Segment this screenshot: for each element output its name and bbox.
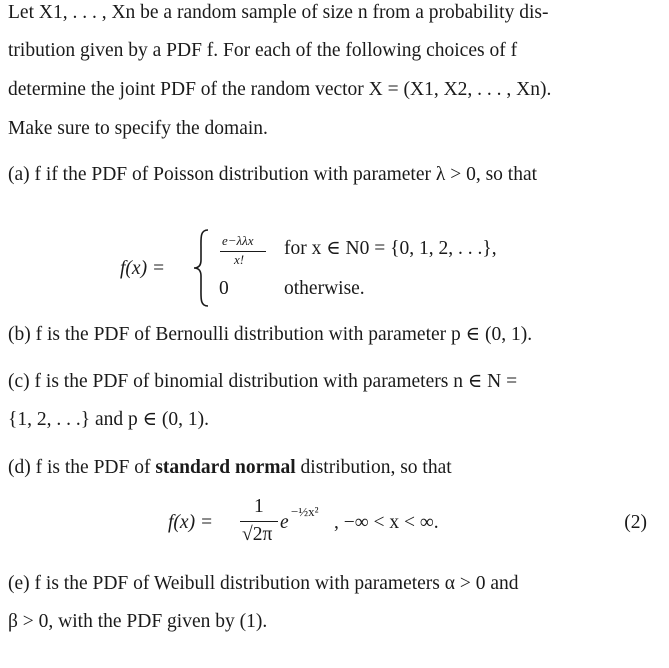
part-d-exponent: −½x² [291, 504, 319, 519]
part-b-label: (b) [8, 324, 31, 345]
equation-number: (2) [624, 512, 647, 533]
part-e-label: (e) [8, 573, 30, 594]
part-c-text-2: {1, 2, . . .} and p ∈ (0, 1). [8, 409, 210, 430]
part-d-text-bold: standard normal [155, 457, 296, 478]
part-d-numerator: 1 [254, 496, 264, 517]
part-b-line [8, 323, 532, 347]
intro-text-2: tribution given by a PDF f. For each of the following choices of f [8, 40, 518, 61]
part-a-case1-denominator: x! [234, 252, 245, 267]
part-c-label: (c) [8, 371, 30, 392]
part-e-text-2: β > 0, with the PDF given by (1). [8, 611, 268, 632]
part-c-text-1: f is the PDF of binomial distribution with parameters n ∈ N = [34, 371, 518, 392]
part-d-frac-bar [240, 521, 278, 522]
part-e-line-1 [8, 572, 648, 596]
part-a-case1-numerator: e−λλx [222, 233, 254, 248]
part-b-text: f is the PDF of Bernoulli distribution with parameter p ∈ (0, 1). [35, 324, 533, 345]
part-d-line [8, 456, 452, 480]
intro-line-2 [8, 39, 648, 63]
part-a-label: (a) [8, 164, 30, 185]
part-a-text: f if the PDF of Poisson distribution with parameter λ > 0, so that [34, 164, 538, 185]
part-e-line-2 [8, 610, 267, 634]
intro-text-1: Let X1, . . . , Xn be a random sample of size n from a probability dis- [8, 2, 549, 23]
left-brace-icon [192, 228, 212, 308]
part-c-label-and-text [8, 370, 517, 394]
intro-line-1 [8, 1, 648, 25]
part-c-line-1 [8, 370, 648, 394]
part-d-text-post: distribution, so that [300, 457, 452, 478]
intro-line-3 [8, 78, 648, 102]
intro-text-3: determine the joint PDF of the random vector X = (X1, X2, . . . , Xn). [8, 79, 552, 100]
part-a-case1-condition: for x ∈ N0 = {0, 1, 2, . . .}, [284, 238, 497, 259]
part-d-label: (d) [8, 457, 31, 478]
intro-line-4 [8, 117, 268, 141]
part-a-line [8, 163, 537, 187]
intro-text-4: Make sure to specify the domain. [8, 118, 268, 139]
part-d-denominator: √2π [242, 524, 273, 545]
part-d-lhs: f(x) = [168, 512, 214, 533]
part-a-lhs [120, 258, 165, 280]
part-a-case2-value: 0 [219, 278, 229, 299]
part-d-exp-base: e [280, 512, 289, 533]
part-e-text-1: f is the PDF of Weibull distribution with parameters α > 0 and [34, 573, 519, 594]
part-a-lhs-text: f(x) = [120, 258, 166, 279]
part-d-text-pre: f is the PDF of [35, 457, 151, 478]
part-c-line-2 [8, 408, 209, 432]
part-d-domain: , −∞ < x < ∞. [334, 512, 439, 533]
part-a-case2-condition: otherwise. [284, 278, 365, 299]
part-e-label-and-text [8, 572, 519, 596]
